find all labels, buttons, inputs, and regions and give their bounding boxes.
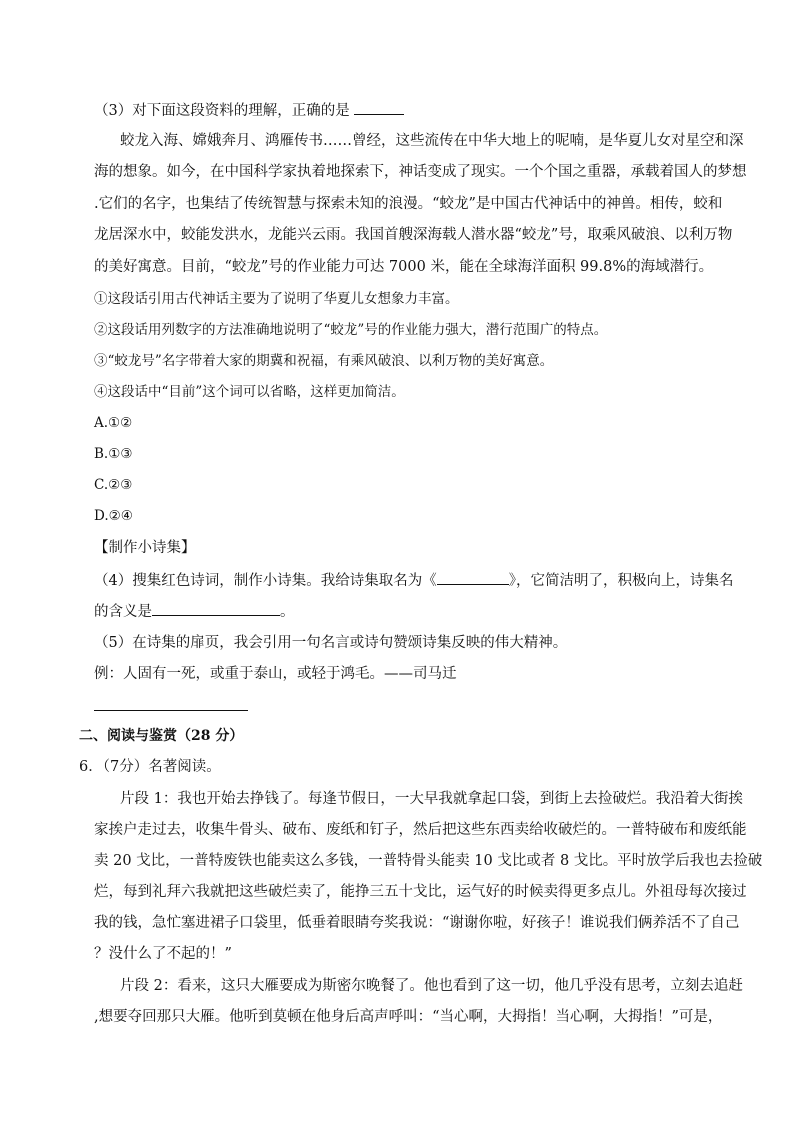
q3-passage-line-5: 的美好寓意。目前，“蛟龙”号的作业能力可达 7000 米，能在全球海洋面积 99.8%的海域潜行。: [94, 259, 714, 275]
q4-meaning-blank[interactable]: [152, 601, 280, 616]
q3-option-a[interactable]: A.①②: [94, 415, 133, 431]
q3-option-d[interactable]: D.②④: [94, 508, 133, 524]
q6-fragment1-line-5: 我的钱，急忙塞进裙子口袋里，低垂着眼睛夸奖我说：“谢谢你啦，好孩子！谁说我们俩养活不了自己: [94, 915, 740, 931]
q3-option-c[interactable]: C.②③: [94, 477, 133, 493]
q3-passage-line-2: 海的想象。如今，在中国科学家执着地探索下，神话变成了现实。一个个国之重器，承载着国人的梦想: [94, 164, 747, 180]
q5-example: 例：人固有一死，或重于泰山，或轻于鸿毛。——司马迁: [94, 666, 457, 682]
q3-statement-1: ①这段话引用古代神话主要为了说明了华夏儿女想象力丰富。: [94, 291, 459, 307]
q6-fragment2-line-1: 片段 2：看来，这只大雁要成为斯密尔晚餐了。他也看到了这一切，他几乎没有思考，立刻去追赶: [120, 978, 743, 994]
q4-part3: 的含义是: [94, 604, 152, 620]
q4-part1: （4）搜集红色诗词，制作小诗集。我给诗集取名为《: [94, 573, 437, 589]
q6-fragment1-line-2: 家挨户走过去，收集牛骨头、破布、废纸和钉子，然后把这些东西卖给收破烂的。一普特破布和废纸能: [94, 822, 747, 838]
q3-statement-3: ③“蛟龙号”名字带着大家的期冀和祝福，有乘风破浪、以利万物的美好寓意。: [94, 353, 554, 369]
q3-passage-line-4: 龙居深水中，蛟能发洪水，龙能兴云雨。我国首艘深海载人潜水器“蛟龙”号，取乘风破浪、以利万物: [94, 227, 733, 243]
q5-answer-blank[interactable]: [94, 710, 248, 711]
q3-stem-text: （3）对下面这段资料的理解，正确的是: [94, 103, 355, 119]
q4-title-blank[interactable]: [437, 570, 509, 585]
q4-line-2: [94, 601, 295, 622]
section-heading-poetry: 【制作小诗集】: [94, 540, 196, 556]
q6-fragment1-line-3: 卖 20 戈比，一普特废铁也能卖这么多钱，一普特骨头能卖 10 戈比或者 8 戈比。平时放学后我也去捡破: [94, 853, 763, 869]
q3-statement-2: ②这段话用列数字的方法准确地说明了“蛟龙”号的作业能力强大，潜行范围广的特点。: [94, 322, 608, 338]
q4-part4: 。: [280, 604, 295, 620]
part2-heading: 二、阅读与鉴赏（28 分）: [79, 728, 244, 744]
q5-stem: （5）在诗集的扉页，我会引用一句名言或诗句赞颂诗集反映的伟大精神。: [94, 635, 568, 651]
q3-option-b[interactable]: B.①③: [94, 446, 133, 462]
q6-fragment2-line-2: ,想要夺回那只大雁。他听到莫顿在他身后高声呼叫：“当心啊，大拇指！当心啊，大拇指！”可是，: [94, 1009, 723, 1025]
q3-passage-line-3: .它们的名字，也集结了传统智慧与探索未知的浪漫。“蛟龙”是中国古代神话中的神兽。相传，蛟和: [94, 196, 723, 212]
q3-statement-4: ④这段话中“目前”这个词可以省略，这样更加简洁。: [94, 384, 405, 400]
q6-fragment1-line-1: 片段 1：我也开始去挣钱了。每逢节假日，一大早我就拿起口袋，到街上去捡破烂。我沿着大街挨: [120, 791, 743, 807]
q3-answer-blank[interactable]: [354, 100, 404, 115]
q6-stem: 6．（7分）名著阅读。: [79, 759, 221, 775]
q3-passage-line-1: 蛟龙入海、嫦娥奔月、鸿雁传书……曾经，这些流传在中华大地上的呢喃，是华夏儿女对星空和深: [120, 133, 744, 149]
q6-fragment1-line-6: ？没什么了不起的！”: [94, 946, 232, 962]
q4-line-1: [94, 570, 733, 591]
q4-part2: 》，它简洁明了，积极向上，诗集名: [508, 573, 734, 589]
q3-stem: [94, 100, 404, 121]
q6-fragment1-line-4: 烂，每到礼拜六我就把这些破烂卖了，能挣三五十戈比，运气好的时候卖得更多点儿。外祖母每次接过: [94, 884, 747, 900]
